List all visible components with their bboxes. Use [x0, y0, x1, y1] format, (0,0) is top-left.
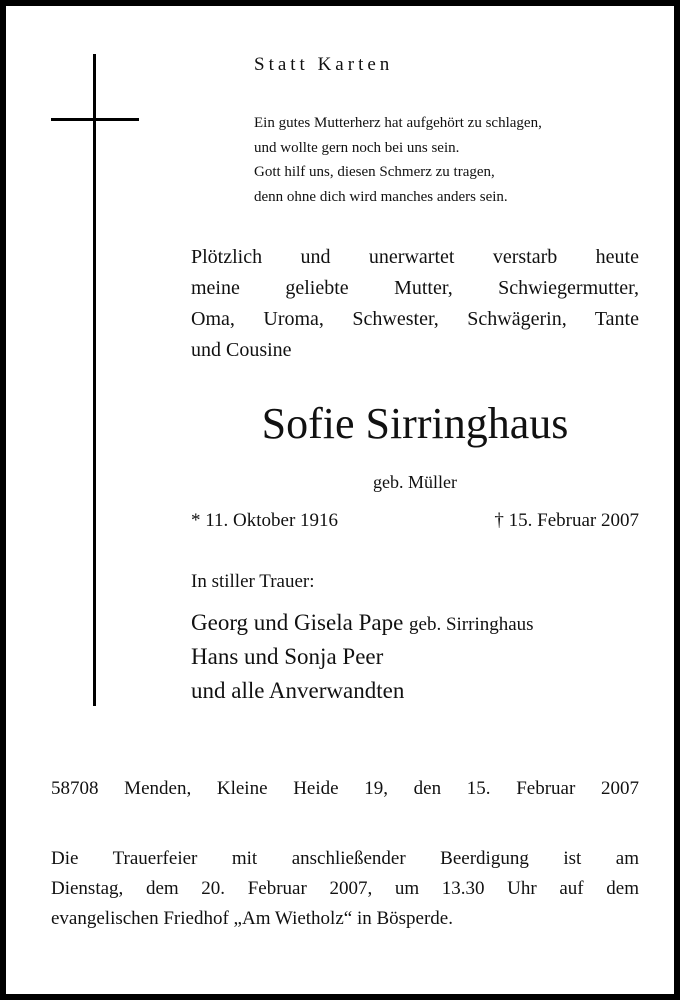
intro-line: und Cousine — [191, 339, 292, 361]
poem-line: Ein gutes Mutterherz hat aufgehört zu schlagen, — [254, 115, 542, 131]
mourner-names: Georg und Gisela Pape — [191, 610, 404, 635]
mourner-line: und alle Anverwandten — [191, 678, 405, 703]
mourning-heading: In stiller Trauer: — [191, 571, 315, 592]
cross-icon-vertical-bar — [93, 54, 96, 706]
mourner-line: Hans und Sonja Peer — [191, 644, 384, 669]
poem-line: Gott hilf uns, diesen Schmerz zu tragen, — [254, 164, 495, 180]
intro-line: meine geliebte Mutter, Schwiegermutter, — [191, 277, 639, 299]
mourners-list — [191, 606, 651, 708]
address-line: 58708 Menden, Kleine Heide 19, den 15. Februar 2007 — [51, 778, 639, 799]
funeral-line: Dienstag, dem 20. Februar 2007, um 13.30 Uhr auf dem — [51, 878, 639, 899]
poem-line: denn ohne dich wird manches anders sein. — [254, 188, 508, 205]
funeral-line: Die Trauerfeier mit anschließender Beerdigung ist am — [51, 848, 639, 869]
funeral-notice — [51, 844, 639, 934]
header-statt-karten: Statt Karten — [254, 54, 394, 75]
poem-line: und wollte gern noch bei uns sein. — [254, 139, 460, 156]
birth-name: geb. Müller — [373, 472, 457, 492]
intro-text — [191, 242, 639, 366]
death-date: † 15. Februar 2007 — [494, 510, 639, 531]
deceased-name: Sofie Sirringhaus — [261, 399, 569, 448]
mourner-line — [191, 606, 651, 640]
funeral-line: evangelischen Friedhof „Am Wietholz“ in Bösperde. — [51, 908, 453, 929]
intro-line: Plötzlich und unerwartet verstarb heute — [191, 246, 639, 268]
birth-date: * 11. Oktober 1916 — [191, 510, 339, 531]
cross-icon-horizontal-bar — [51, 118, 139, 121]
mourner-birth-name: geb. Sirringhaus — [409, 614, 534, 635]
intro-line: Oma, Uroma, Schwester, Schwägerin, Tante — [191, 308, 639, 330]
poem — [254, 111, 654, 209]
